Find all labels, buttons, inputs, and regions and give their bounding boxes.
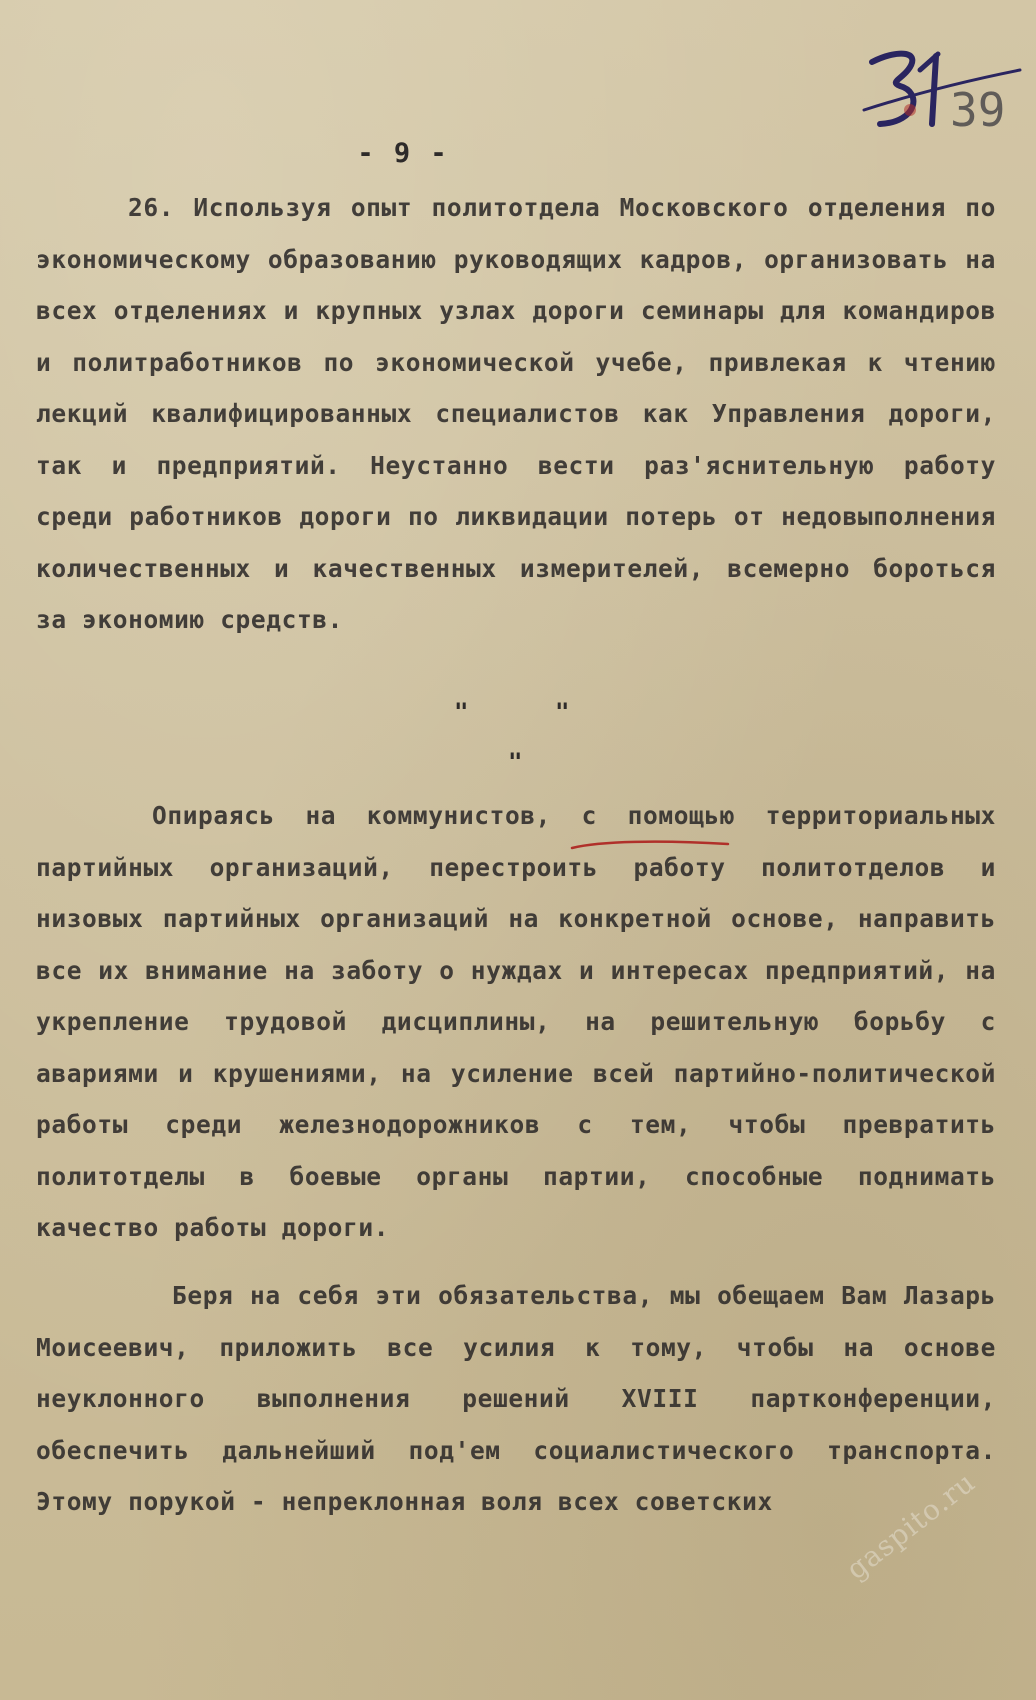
red-pencil-underline — [570, 838, 730, 852]
svg-text:39: 39 — [950, 83, 1006, 137]
ditto-mark: " — [508, 748, 523, 776]
paragraph-item-26: 26. Используя опыт политотдела Московского отделения по экономическому образованию руководящих кадров, организовать на всех отделениях и крупных узлах дороги семинары для командиров и политработников по экономической учебе, привлекая к чтению лекций квалифицированных специалистов как Управления дороги, так и предприятий. Неустанно вести раз'яснительную работу среди работников дороги по ликвидации потерь от недовыполнения количественных и качественных измерителей, всемерно бороться за экономию средств. — [36, 193, 996, 634]
ditto-mark: " — [555, 698, 570, 726]
watermark: gaspito.ru — [840, 1465, 982, 1587]
paragraph-commitment: Беря на себя эти обязательства, мы обещаем Вам Лазарь Моисеевич, приложить все усилия к тому, чтобы на основе неуклонного выполнения решений XVIII партконференции, обеспечить дальнейший под'ем социалистического транспорта. Этому порукой - непреклонная воля всех советских — [36, 1281, 996, 1516]
archive-page-number — [860, 40, 1030, 150]
page-number: - 9 - — [357, 138, 449, 169]
ditto-mark: " — [454, 698, 469, 726]
paragraph-party-work: Опираясь на коммунистов, с помощью территориальных партийных организаций, перестроить работу политотделов и низовых партийных организаций на конкретной основе, направить все их внимание на заботу о нуждах и интересах предприятий, на укрепление трудовой дисциплины, на решительную борьбу с авариями и крушениями, на усиление всей партийно-политической работы среди железнодорожников с тем, чтобы превратить политотделы в боевые органы партии, способные поднимать качество работы дороги. — [36, 801, 996, 1242]
